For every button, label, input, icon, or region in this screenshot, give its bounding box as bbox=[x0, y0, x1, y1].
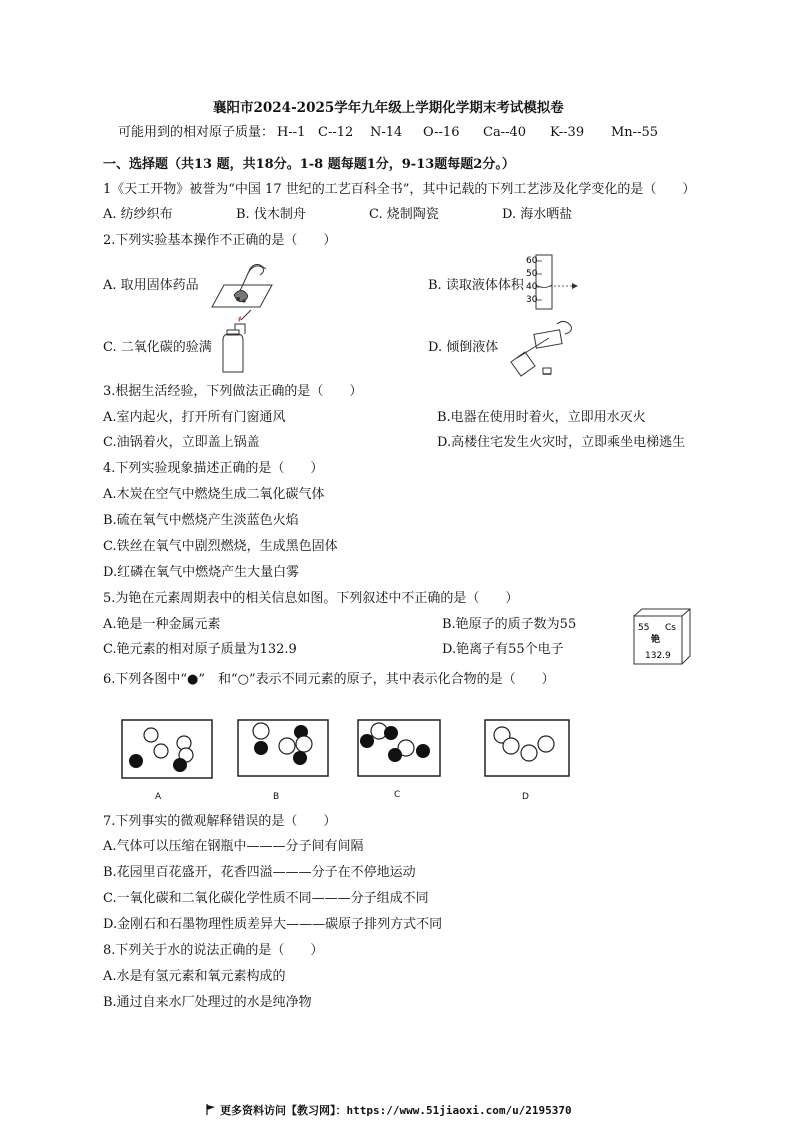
question-1-option-c: C. 烧制陶瓷 bbox=[369, 207, 439, 222]
cesium-element-card bbox=[633, 608, 691, 666]
atomic-mass-o: O--16 bbox=[423, 125, 460, 140]
question-8-option-a: A.水是有氢元素和氧元素构成的 bbox=[103, 969, 286, 984]
question-5-stem: 5.为铯在元素周期表中的相关信息如图。下列叙述中不正确的是（ ） bbox=[103, 591, 519, 606]
question-4-option-a: A.木炭在空气中燃烧生成二氧化碳气体 bbox=[103, 487, 325, 502]
question-3-option-c: C.油锅着火，立即盖上锅盖 bbox=[103, 435, 260, 450]
question-1-stem: 1《天工开物》被誉为“中国 17 世纪的工艺百科全书”，其中记载的下列工艺涉及化学变化的是（ ） bbox=[103, 182, 696, 197]
atomic-mass-k: K--39 bbox=[550, 125, 585, 140]
question-7-option-d: D.金刚石和石墨物理性质差异大———碳原子排列方式不同 bbox=[103, 917, 443, 932]
particle-label-a: A bbox=[155, 792, 162, 802]
atomic-mass-n: N-14 bbox=[370, 125, 403, 140]
question-7-option-b: B.花园里百花盛开，花香四溢———分子在不停地运动 bbox=[103, 865, 416, 880]
co2-collection-illustration bbox=[215, 314, 255, 374]
cylinder-tick-40: 40 bbox=[526, 282, 538, 292]
section-heading: 一、选择题（共13 题，共18分。1-8 题每题1分，9-13题每题2分。） bbox=[103, 157, 515, 172]
page-title: 襄阳市2024-2025学年九年级上学期化学期末考试模拟卷 bbox=[213, 100, 564, 116]
element-name: 铯 bbox=[651, 635, 661, 645]
question-7-option-c: C.一氧化碳和二氧化碳化学性质不同———分子组成不同 bbox=[103, 891, 429, 906]
question-4-option-c: C.铁丝在氧气中剧烈燃烧，生成黑色固体 bbox=[103, 539, 338, 554]
question-5-option-c: C.铯元素的相对原子质量为132.9 bbox=[103, 642, 297, 657]
question-4-stem: 4.下列实验现象描述正确的是（ ） bbox=[103, 461, 324, 476]
particle-box-d bbox=[484, 719, 570, 777]
particle-label-d: D bbox=[522, 792, 529, 802]
particle-box-b bbox=[237, 719, 329, 777]
cylinder-tick-30: 30 bbox=[526, 295, 538, 305]
atomic-mass-c: C--12 bbox=[318, 125, 354, 140]
question-1-option-a: A. 纺纱织布 bbox=[103, 207, 173, 222]
question-8-stem: 8.下列关于水的说法正确的是（ ） bbox=[103, 943, 324, 958]
particle-label-c: C bbox=[394, 790, 401, 800]
cylinder-tick-60: 60 bbox=[526, 256, 538, 266]
atomic-mass-prefix: 可能用到的相对原子质量： bbox=[118, 125, 275, 140]
question-5-option-a: A.铯是一种金属元素 bbox=[103, 617, 221, 632]
atomic-mass-ca: Ca--40 bbox=[483, 125, 527, 140]
question-3-option-d: D.高楼住宅发生火灾时，立即乘坐电梯逃生 bbox=[437, 435, 686, 450]
question-4-option-d: D.红磷在氧气中燃烧产生大量白雾 bbox=[103, 565, 300, 580]
particle-box-c bbox=[357, 719, 441, 777]
question-2-option-d: D. 倾倒液体 bbox=[428, 340, 499, 355]
question-5-option-d: D.铯离子有55个电子 bbox=[442, 642, 564, 657]
question-3-option-b: B.电器在使用时着火，立即用水灭火 bbox=[437, 410, 646, 425]
question-4-option-b: B.硫在氧气中燃烧产生淡蓝色火焰 bbox=[103, 513, 299, 528]
solid-reagent-illustration bbox=[204, 255, 274, 310]
question-7-option-a: A.气体可以压缩在钢瓶中———分子间有间隔 bbox=[103, 839, 364, 854]
footer-link[interactable]: 更多资料访问【教习网】：https://www.51jiaoxi.com/u/2195370 bbox=[220, 1104, 572, 1117]
graduated-cylinder-illustration bbox=[526, 253, 586, 311]
question-3-stem: 3.根据生活经验，下列做法正确的是（ ） bbox=[103, 384, 363, 399]
question-2-option-c: C. 二氧化碳的验满 bbox=[103, 340, 212, 355]
question-1-option-b: B. 伐木制舟 bbox=[236, 207, 306, 222]
question-7-stem: 7.下列事实的微观解释错误的是（ ） bbox=[103, 814, 337, 829]
question-2-option-b: B. 读取液体体积 bbox=[428, 278, 524, 293]
element-mass: 132.9 bbox=[645, 651, 671, 661]
question-8-option-b: B.通过自来水厂处理过的水是纯净物 bbox=[103, 995, 312, 1010]
flag-icon bbox=[206, 1104, 216, 1115]
atomic-mass-h: H--1 bbox=[277, 125, 306, 140]
question-1-option-d: D. 海水晒盐 bbox=[502, 207, 573, 222]
question-2-option-a: A. 取用固体药品 bbox=[103, 278, 199, 293]
question-6-stem: 6.下列各图中“●” 和“○”表示不同元素的原子，其中表示化合物的是（ ） bbox=[103, 672, 555, 687]
question-3-option-a: A.室内起火，打开所有门窗通风 bbox=[103, 410, 286, 425]
question-5-option-b: B.铯原子的质子数为55 bbox=[442, 617, 577, 632]
question-2-stem: 2.下列实验基本操作不正确的是（ ） bbox=[103, 233, 337, 248]
element-symbol: Cs bbox=[665, 623, 676, 633]
cylinder-tick-50: 50 bbox=[526, 269, 538, 279]
particle-label-b: B bbox=[273, 792, 280, 802]
atomic-mass-mn: Mn--55 bbox=[611, 125, 659, 140]
pouring-liquid-illustration bbox=[505, 318, 577, 378]
element-number: 55 bbox=[638, 623, 650, 633]
particle-box-a bbox=[121, 719, 213, 779]
